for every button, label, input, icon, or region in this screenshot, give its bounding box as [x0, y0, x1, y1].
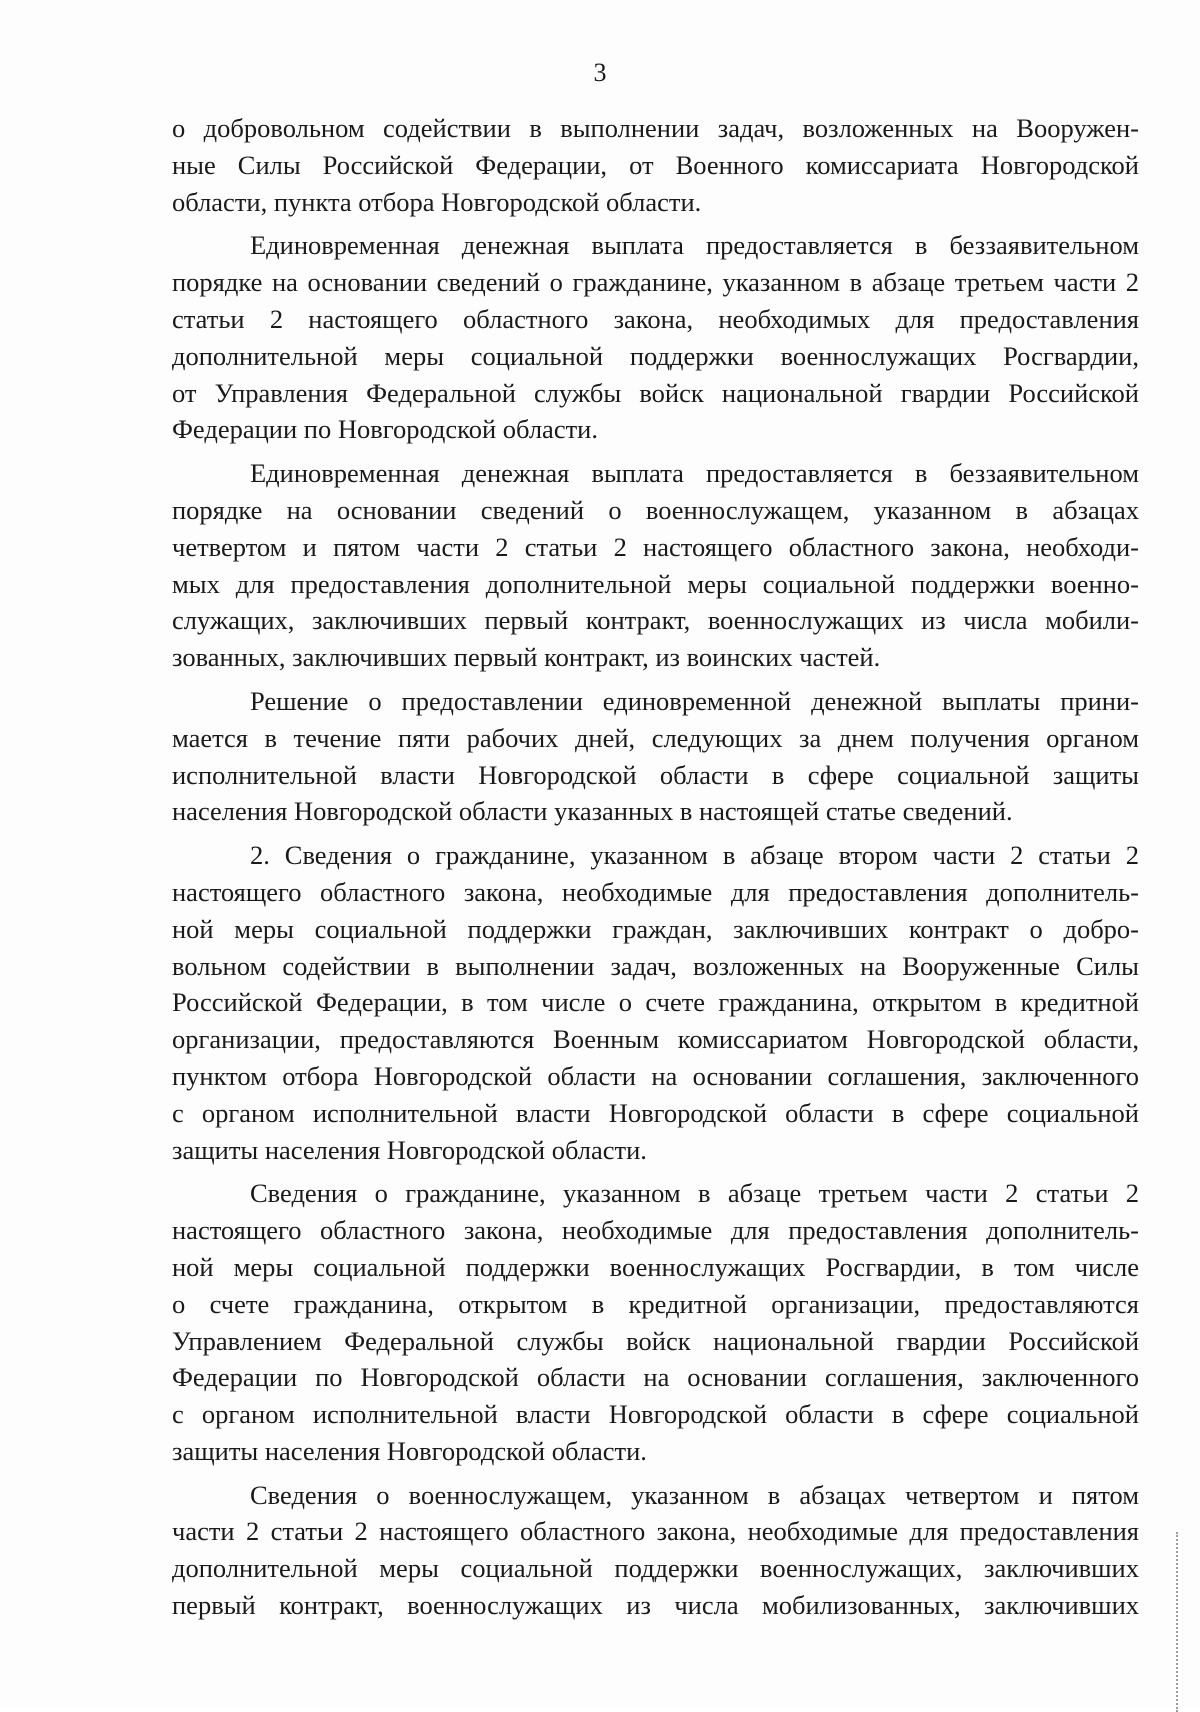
- text-line: Управлением Федеральной службы войск национальной гвардии Российской: [172, 1325, 1139, 1356]
- text-line: населения Новгородской области указанных в настоящей статье сведений.: [172, 796, 1013, 827]
- text-line: зованных, заключивших первый контракт, из воинских частей.: [172, 642, 881, 673]
- text-line: служащих, заключивших первый контракт, военнослужащих из числа мобили-: [172, 605, 1139, 636]
- text-line: организации, предоставляются Военным комиссариатом Новгородской области,: [172, 1024, 1139, 1055]
- text-line: настоящего областного закона, необходимые для предоставления дополнитель-: [172, 1215, 1139, 1246]
- paragraph: [172, 110, 1139, 220]
- paragraph: [172, 683, 1139, 830]
- text-line: статьи 2 настоящего областного закона, необходимых для предоставления: [172, 303, 1139, 334]
- text-line: вольном содействии в выполнении задач, возложенных на Вооруженные Силы: [172, 950, 1139, 981]
- text-line: четвертом и пятом части 2 статьи 2 настоящего областного закона, необходи-: [172, 531, 1139, 562]
- text-line: настоящего областного закона, необходимые для предоставления дополнитель-: [172, 876, 1139, 907]
- text-line: Сведения о военнослужащем, указанном в абзацах четвертом и пятом: [250, 1479, 1139, 1510]
- text-line: области, пункта отбора Новгородской области.: [172, 186, 702, 217]
- paragraph: [172, 837, 1139, 1168]
- text-line: мается в течение пяти рабочих дней, следующих за днем получения органом: [172, 722, 1139, 753]
- text-line: Сведения о гражданине, указанном в абзаце третьем части 2 статьи 2: [250, 1178, 1139, 1209]
- text-line: Единовременная денежная выплата предоставляется в беззаявительном: [250, 458, 1139, 489]
- scan-edge-mark: [1176, 1532, 1180, 1712]
- paragraph: [172, 455, 1139, 676]
- paragraph: [172, 227, 1139, 448]
- text-line: дополнительной меры социальной поддержки военнослужащих Росгвардии,: [172, 340, 1139, 371]
- paragraph: [172, 1477, 1139, 1624]
- text-line: ной меры социальной поддержки военнослужащих Росгвардии, в том числе: [172, 1251, 1139, 1282]
- text-line: Российской Федерации, в том числе о счете гражданина, открытом в кредитной: [172, 987, 1139, 1018]
- text-line: дополнительной меры социальной поддержки военнослужащих, заключивших: [172, 1553, 1139, 1584]
- text-line: 2. Сведения о гражданине, указанном в абзаце втором части 2 статьи 2: [250, 840, 1139, 871]
- text-line: Решение о предоставлении единовременной денежной выплаты прини-: [250, 685, 1139, 716]
- text-line: от Управления Федеральной службы войск национальной гвардии Российской: [172, 377, 1139, 408]
- text-line: защиты населения Новгородской области.: [172, 1435, 647, 1466]
- text-line: Единовременная денежная выплата предоставляется в беззаявительном: [250, 230, 1139, 261]
- text-line: первый контракт, военнослужащих из числа мобилизованных, заключивших: [172, 1590, 1139, 1621]
- text-line: с органом исполнительной власти Новгородской области в сфере социальной: [172, 1097, 1139, 1128]
- text-line: Федерации по Новгородской области.: [172, 414, 598, 445]
- text-line: порядке на основании сведений о гражданине, указанном в абзаце третьем части 2: [172, 267, 1139, 298]
- text-line: пунктом отбора Новгородской области на основании соглашения, заключенного: [172, 1060, 1139, 1091]
- text-line: исполнительной власти Новгородской области в сфере социальной защиты: [172, 759, 1139, 790]
- text-line: защиты населения Новгородской области.: [172, 1134, 647, 1165]
- text-line: ной меры социальной поддержки граждан, заключивших контракт о добро-: [172, 913, 1139, 944]
- text-line: о счете гражданина, открытом в кредитной организации, предоставляются: [172, 1288, 1139, 1319]
- text-line: ные Силы Российской Федерации, от Военного комиссариата Новгородской: [172, 149, 1139, 180]
- text-line: порядке на основании сведений о военнослужащем, указанном в абзацах: [172, 494, 1139, 525]
- paragraph: [172, 1175, 1139, 1469]
- document-body: [172, 110, 1139, 1631]
- page-number: 3: [593, 58, 607, 87]
- text-line: о добровольном содействии в выполнении задач, возложенных на Вооружен-: [172, 113, 1139, 143]
- text-line: части 2 статьи 2 настоящего областного закона, необходимые для предоставления: [172, 1516, 1139, 1547]
- text-line: с органом исполнительной власти Новгородской области в сфере социальной: [172, 1399, 1139, 1430]
- text-line: мых для предоставления дополнительной меры социальной поддержки военно-: [172, 568, 1139, 599]
- text-line: Федерации по Новгородской области на основании соглашения, заключенного: [172, 1362, 1139, 1393]
